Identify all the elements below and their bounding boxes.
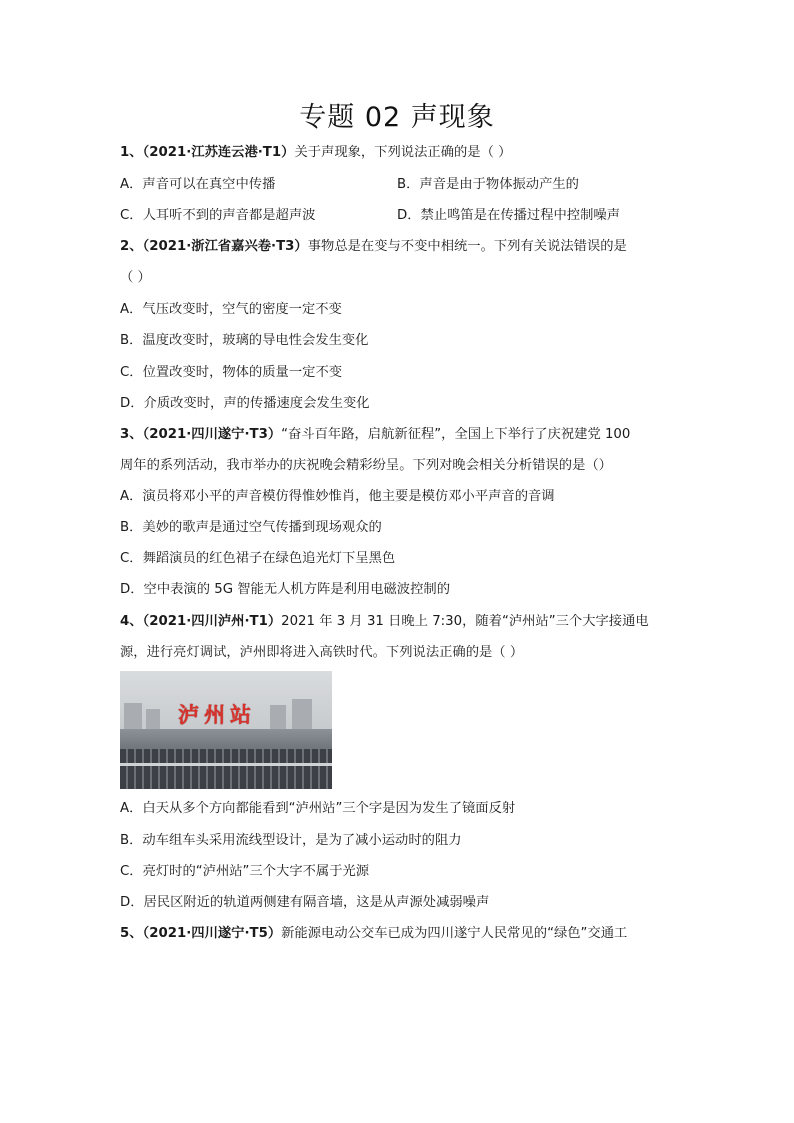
question-4-option-c: C．亮灯时的“泸州站”三个大字不属于光源 bbox=[120, 864, 370, 879]
question-3-option-c: C．舞蹈演员的红色裙子在绿色追光灯下呈黑色 bbox=[120, 551, 396, 566]
question-4-option-a: A．白天从多个方向都能看到“泸州站”三个字是因为发生了镜面反射 bbox=[120, 801, 516, 816]
question-number: 5、 bbox=[120, 926, 143, 941]
page-title: 专题 02 声现象 bbox=[299, 102, 495, 133]
station-photo bbox=[120, 671, 332, 789]
question-2-option-b: B．温度改变时，玻璃的导电性会发生变化 bbox=[120, 333, 369, 348]
photo-facade-stripe bbox=[120, 763, 332, 766]
question-2-option-a: A．气压改变时，空气的密度一定不变 bbox=[120, 302, 342, 317]
question-2-option-c: C．位置改变时，物体的质量一定不变 bbox=[120, 365, 343, 380]
question-text: 新能源电动公交车已成为四川遂宁人民常见的“绿色”交通工 bbox=[281, 926, 628, 941]
question-4-stem bbox=[120, 612, 680, 632]
photo-building bbox=[292, 699, 312, 733]
question-source: （2021·浙江省嘉兴卷·T3） bbox=[142, 239, 308, 254]
question-number: 3、 bbox=[120, 427, 143, 442]
question-text: 事物总是在变与不变中相统一。下列有关说法错误的是 bbox=[307, 239, 627, 254]
question-source: （2021·江苏连云港·T1） bbox=[142, 145, 295, 160]
question-text: “奋斗百年路，启航新征程”，全国上下举行了庆祝建党 100 bbox=[281, 427, 631, 442]
photo-station-facade bbox=[120, 749, 332, 789]
question-source: （2021·四川遂宁·T3） bbox=[142, 427, 282, 442]
question-4-stem-cont: 源，进行亮灯调试，泸州即将进入高铁时代。下列说法正确的是（ ） bbox=[120, 645, 524, 660]
question-4-option-b: B．动车组车头采用流线型设计，是为了减小运动时的阻力 bbox=[120, 833, 462, 848]
question-3-option-b: B．美妙的歌声是通过空气传播到现场观众的 bbox=[120, 520, 382, 535]
question-1-stem bbox=[120, 143, 680, 163]
question-2-option-d: D．介质改变时，声的传播速度会发生变化 bbox=[120, 396, 370, 411]
question-source: （2021·四川泸州·T1） bbox=[142, 614, 282, 629]
question-source: （2021·四川遂宁·T5） bbox=[142, 926, 282, 941]
question-3-option-d: D．空中表演的 5G 智能无人机方阵是利用电磁波控制的 bbox=[120, 582, 450, 597]
station-sign: 泸州站 bbox=[178, 702, 256, 727]
question-3-stem-cont: 周年的系列活动，我市举办的庆祝晚会精彩纷呈。下列对晚会相关分析错误的是（） bbox=[120, 458, 612, 473]
question-1-option-a: A．声音可以在真空中传播 bbox=[120, 177, 276, 192]
question-2-stem-cont: （ ） bbox=[120, 270, 151, 285]
question-1-option-b: B．声音是由于物体振动产生的 bbox=[397, 177, 579, 192]
question-5-stem bbox=[120, 924, 680, 944]
question-3-option-a: A．演员将邓小平的声音模仿得惟妙惟肖，他主要是模仿邓小平声音的音调 bbox=[120, 489, 555, 504]
question-4-option-d: D．居民区附近的轨道两侧建有隔音墙，这是从声源处减弱噪声 bbox=[120, 895, 490, 910]
photo-station-roof bbox=[120, 729, 332, 751]
question-1-option-d: D．禁止鸣笛是在传播过程中控制噪声 bbox=[397, 208, 620, 223]
question-number: 2、 bbox=[120, 239, 143, 254]
question-number: 4、 bbox=[120, 614, 143, 629]
question-text: 2021 年 3 月 31 日晚上 7:30，随着“泸州站”三个大字接通电 bbox=[281, 614, 649, 629]
question-1-option-c: C．人耳听不到的声音都是超声波 bbox=[120, 208, 316, 223]
question-2-stem bbox=[120, 237, 680, 257]
question-text: 关于声现象，下列说法正确的是（ ） bbox=[294, 145, 512, 160]
question-3-stem bbox=[120, 425, 680, 445]
question-number: 1、 bbox=[120, 145, 143, 160]
